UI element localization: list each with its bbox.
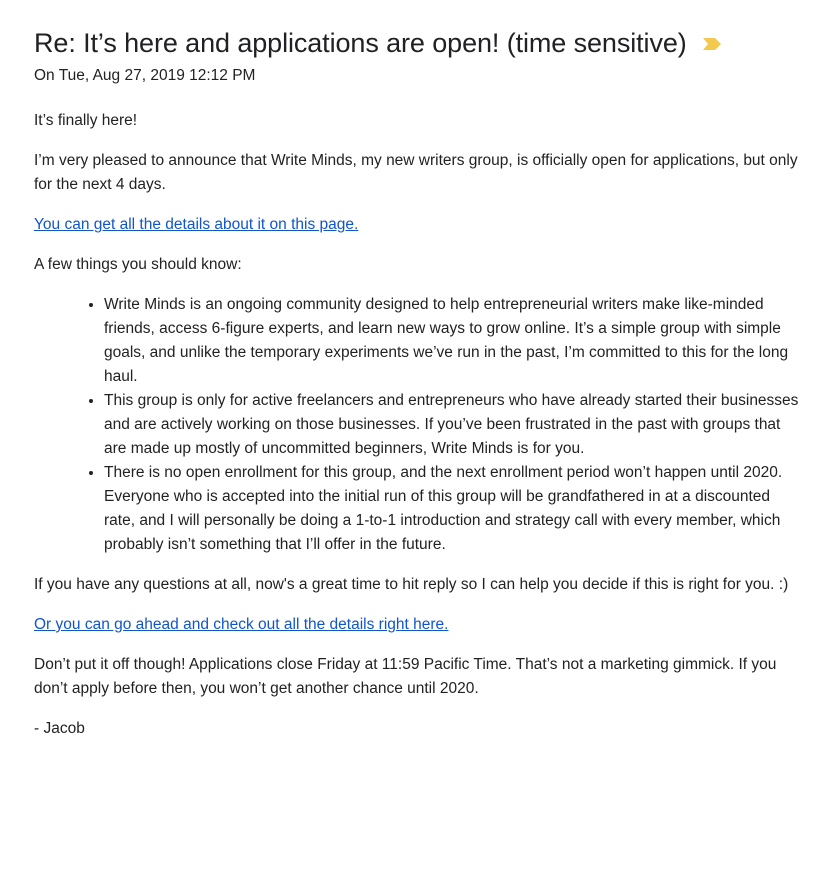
important-marker-shape <box>701 37 723 51</box>
closing-paragraph: Don’t put it off though! Applications close Friday at 11:59 Pacific Time. That’s not a marketing gimmick. If you don’t apply before then, you won’t get another chance until 2020. <box>34 656 777 697</box>
details-right-here-link[interactable]: Or you can go ahead and check out all the details right here. <box>34 616 449 633</box>
email-subject: Re: It’s here and applications are open! (time sensitive) <box>34 27 687 58</box>
list-item: • There is no open enrollment for this group, and the next enrollment period won’t happen until 2020. Everyone who is accepted into the initial run of this group will be grandfathered in at a discounted rate, and I will personally be doing a 1-to-1 introduction and strategy call with every member, which probably isn’t something that I’ll offer in the future. <box>104 461 804 557</box>
intro-paragraph: I’m very pleased to announce that Write Minds, my new writers group, is officially open for applications, but only for the next 4 days. <box>34 152 798 193</box>
list-item: • This group is only for active freelancers and entrepreneurs who have already started their businesses and are actively working on those businesses. If you’ve been frustrated in the past with groups that are made up mostly of uncommitted beginners, Write Minds is for you. <box>104 389 804 461</box>
signature: - Jacob <box>34 720 85 737</box>
details-page-link[interactable]: You can get all the details about it on this page. <box>34 216 359 233</box>
check-out-link-paragraph <box>34 613 804 637</box>
questions-paragraph: If you have any questions at all, now's a great time to hit reply so I can help you decide if this is right for you. :) <box>34 576 789 593</box>
things-intro-paragraph: A few things you should know: <box>34 256 242 273</box>
email-view <box>34 24 804 757</box>
subject-row <box>34 24 804 62</box>
email-date: On Tue, Aug 27, 2019 12:12 PM <box>34 67 256 84</box>
email-body <box>34 109 804 741</box>
greeting-paragraph: It’s finally here! <box>34 112 138 129</box>
list-item: • Write Minds is an ongoing community designed to help entrepreneurial writers make like-minded friends, access 6-figure experts, and learn new ways to grow online. It’s a simple group with simple goals, and unlike the temporary experiments we’ve run in the past, I’m committed to this for the long haul. <box>104 293 804 389</box>
things-list <box>34 293 804 557</box>
important-marker-icon[interactable] <box>701 37 723 51</box>
details-link-paragraph <box>34 213 804 237</box>
